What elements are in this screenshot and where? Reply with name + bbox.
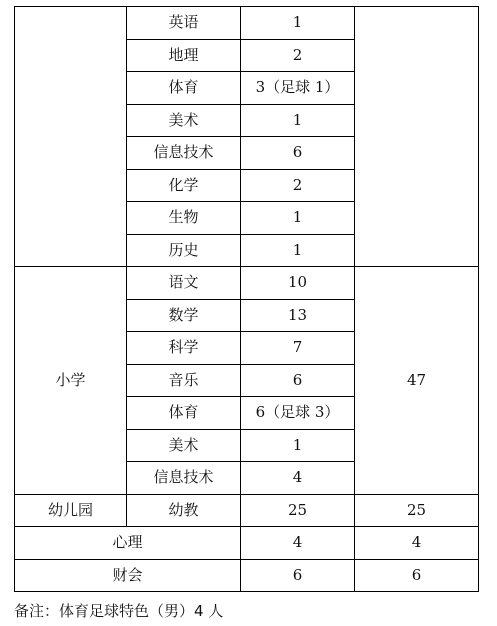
total-cell-empty [355, 7, 479, 267]
subject-cell: 生物 [127, 202, 241, 235]
subject-cell: 语文 [127, 267, 241, 300]
count-cell: 6 [241, 559, 355, 592]
count-cell: 1 [241, 7, 355, 40]
level-cell-kindergarten: 幼儿园 [15, 494, 127, 527]
subject-cell: 化学 [127, 169, 241, 202]
level-cell-empty [15, 7, 127, 267]
count-cell: 1 [241, 234, 355, 267]
subject-cell: 地理 [127, 39, 241, 72]
subject-cell: 历史 [127, 234, 241, 267]
count-cell: 1 [241, 429, 355, 462]
count-cell: 10 [241, 267, 355, 300]
staffing-table [14, 6, 479, 592]
category-cell-finance: 财会 [15, 559, 241, 592]
total-cell-kindergarten: 25 [355, 494, 479, 527]
count-cell: 1 [241, 202, 355, 235]
count-cell: 13 [241, 299, 355, 332]
table-row [15, 559, 479, 592]
total-cell-psychology: 4 [355, 527, 479, 560]
table-row [15, 494, 479, 527]
count-cell: 1 [241, 104, 355, 137]
subject-cell: 体育 [127, 72, 241, 105]
subject-cell: 英语 [127, 7, 241, 40]
table-row [15, 267, 479, 300]
count-cell: 2 [241, 39, 355, 72]
count-cell: 25 [241, 494, 355, 527]
count-cell: 4 [241, 527, 355, 560]
subject-cell: 数学 [127, 299, 241, 332]
level-cell-primary: 小学 [15, 267, 127, 495]
table-row [15, 7, 479, 40]
table-row [15, 527, 479, 560]
category-cell-psychology: 心理 [15, 527, 241, 560]
count-cell: 7 [241, 332, 355, 365]
count-cell: 4 [241, 462, 355, 495]
count-cell: 6 [241, 364, 355, 397]
subject-cell: 信息技术 [127, 137, 241, 170]
table-note: 备注：体育足球特色（男）4 人 [14, 602, 224, 620]
subject-cell: 信息技术 [127, 462, 241, 495]
count-cell: 2 [241, 169, 355, 202]
subject-cell: 美术 [127, 104, 241, 137]
count-cell: 6 [241, 137, 355, 170]
subject-cell: 音乐 [127, 364, 241, 397]
total-cell-primary: 47 [355, 267, 479, 495]
count-cell: 3（足球 1） [241, 72, 355, 105]
subject-cell: 体育 [127, 397, 241, 430]
subject-cell: 美术 [127, 429, 241, 462]
total-cell-finance: 6 [355, 559, 479, 592]
subject-cell: 科学 [127, 332, 241, 365]
subject-cell: 幼教 [127, 494, 241, 527]
count-cell: 6（足球 3） [241, 397, 355, 430]
